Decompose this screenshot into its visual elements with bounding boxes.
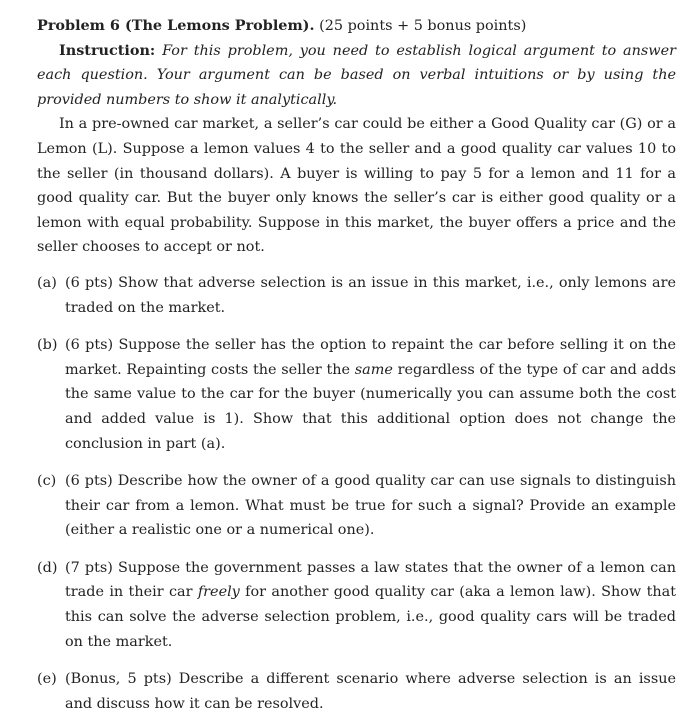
part-d-label: (d): [37, 559, 58, 576]
problem-title: Problem 6 (The Lemons Problem).: [37, 17, 315, 34]
instruction-paragraph: [37, 39, 676, 113]
problem-points: (25 points + 5 bonus points): [319, 18, 527, 34]
problem-header: [37, 14, 676, 39]
instruction-label: Instruction:: [59, 41, 156, 59]
part-b-text-1: (6 pts) Suppose the seller has the option to repaint the car before selling it on the market. Repainting costs the seller the: [65, 337, 676, 378]
part-a-label: (a): [37, 274, 57, 291]
part-e-text: (Bonus, 5 pts) Describe a different scenario where adverse selection is an issue and discuss how it can be resolved.: [65, 671, 676, 712]
part-d: [37, 556, 676, 654]
part-e: [37, 667, 676, 716]
part-a-text: (6 pts) Show that adverse selection is an issue in this market, i.e., only lemons are traded on the market.: [65, 274, 676, 316]
part-b-emphasis: same: [354, 361, 393, 378]
part-c-text: (6 pts) Describe how the owner of a good quality car can use signals to distinguish their car from a lemon. What must be true for such a signal? Provide an example (either a realistic one or a numerical one).: [65, 473, 676, 539]
part-b-label: (b): [37, 337, 58, 354]
parts-list: [37, 271, 676, 716]
part-d-text-1: (7 pts) Suppose the government passes a law states that the owner of a lemon can trade in their car: [65, 559, 676, 601]
part-b: [37, 333, 676, 456]
part-c: [37, 469, 676, 543]
intro-paragraph: In a pre-owned car market, a seller’s car could be either a Good Quality car (G) or a Lemon (L). Suppose a lemon values 4 to the seller and a good quality car values 10 to the seller (in thousand dollars). A buyer is willing to pay 5 for a lemon and 11 for a good quality car. But the buyer only knows the seller’s car is either good quality or a lemon with equal probability. Suppose in this market, the buyer offers a price and the seller chooses to accept or not.: [37, 116, 676, 256]
part-e-label: (e): [37, 671, 57, 688]
part-c-label: (c): [37, 473, 57, 490]
part-d-text-2: for another good quality car (aka a lemon law). Show that this can solve the adverse selection problem, i.e., good quality cars will be traded on the market.: [65, 584, 676, 650]
part-a: [37, 271, 676, 320]
part-d-emphasis: freely: [197, 584, 240, 601]
part-b-text-2: regardless of the type of car and adds the same value to the car for the buyer (numerically you can assume both the cost and added value is 1). Show that this additional option does not change the conclusion in part (a).: [65, 361, 676, 452]
instruction-text: For this problem, you need to establish logical argument to answer each question. Your argument can be based on verbal intuitions or by using the provided numbers to show it analytically.: [37, 42, 676, 108]
